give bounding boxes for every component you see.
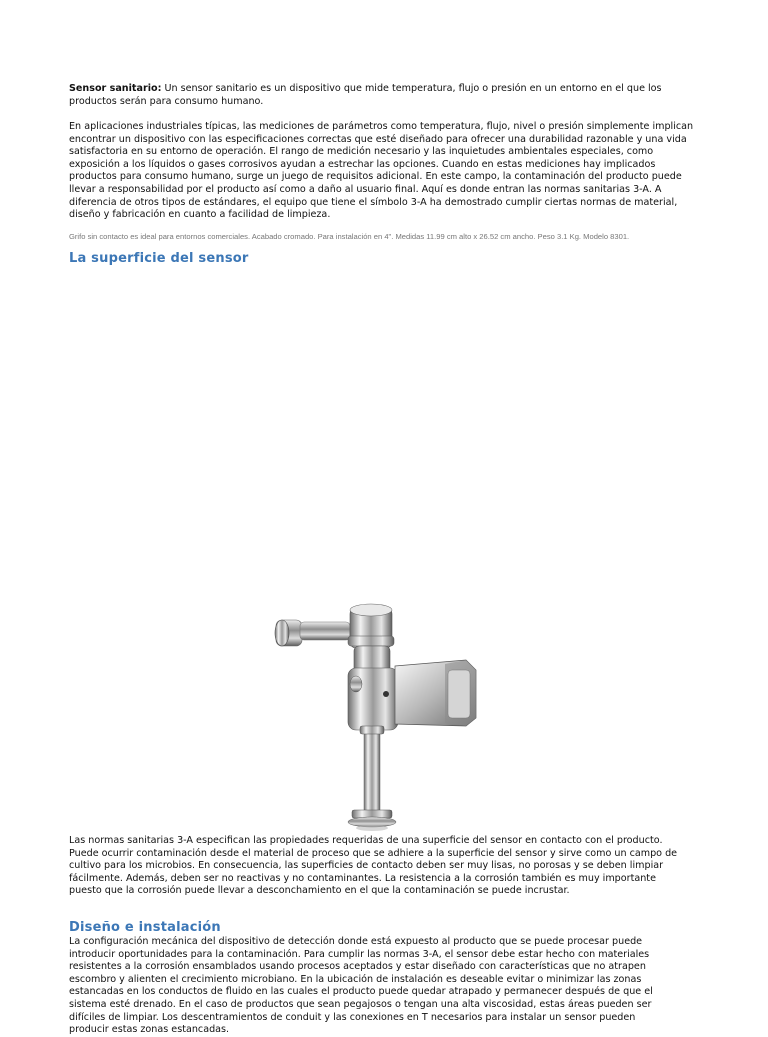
paragraph-applications: En aplicaciones industriales típicas, las mediciones de parámetros como temperatura, flujo, nivel o presión simplemente implican encontrar un dispositivo con las especificaciones correctas que esté diseñado para ofrecer una durabilidad razonable y una vida satisfactoria en su entorno de operación. El rango de medición necesario y las inquietudes ambientales especiales, como exposición a los líquidos o gases corrosivos ayudan a estrechar las opciones. Cuando en estas mediciones hay implicados productos para consumo humano, surge un juego de requisitos adicional. En este campo, la contaminación del producto puede llevar a responsabilidad por el producto así como a daño al usuario final. Aquí es donde entran las normas sanitarias 3-A. A diferencia de otros tipos de estándares, el equipo que tiene el símbolo 3-A ha demostrado cumplir ciertas normas de material, diseño y fabricación en cuanto a facilidad de limpieza.	[69, 121, 694, 221]
intro-definition: Un sensor sanitario es un dispositivo que mide temperatura, flujo o presión en un entorno en el que los productos serán para consumo humano.	[69, 83, 662, 107]
sensor-valve-image	[270, 598, 480, 833]
image-caption: Grifo sin contacto es ideal para entornos comerciales. Acabado cromado. Para instalación en 4". Medidas 11.99 cm alto x 26.52 cm ancho. Peso 3.1 Kg. Modelo 8301.	[69, 232, 630, 241]
paragraph-surface: Las normas sanitarias 3-A especifican las propiedades requeridas de una superficie del sensor en contacto con el producto. Puede ocurrir contaminación desde el material de proceso que se adhiere a la superficie del sensor y sirve como un campo de cultivo para los microbios. En consecuencia, las superficies de contacto deben ser muy lisas, no porosas y se deben limpiar fácilmente. Además, deben ser no reactivas y no contaminantes. La resistencia a la corrosión también es muy importante puesto que la corrosión puede llevar a desconchamiento en el que la contaminación se puede incrustar.	[69, 835, 678, 897]
section-heading-surface: La superficie del sensor	[69, 251, 249, 266]
paragraph-design: La configuración mecánica del dispositivo de detección donde está expuesto al producto que se puede procesar puede introducir oportunidades para la contaminación. Para cumplir las normas 3-A, el sensor debe estar hecho con materiales resistentes a la corrosión ensamblados usando procesos aceptados y estar diseñado con características que no atrapen escombro y alienten el crecimiento microbiano. En la ubicación de instalación es deseable evitar o minimizar las zonas estancadas en los conductos de fluido en las cuales el producto puede quedar atrapado y permanecer después de que el sistema esté drenado. En el caso de productos que sean pegajosos o tengan una alta viscosidad, estas áreas pueden ser difíciles de limpiar. Los descentramientos de conduit y las conexiones en T necesarios para instalar un sensor pueden producir estas zonas estancadas.	[69, 936, 653, 1036]
section-heading-design: Diseño e instalación	[69, 920, 221, 935]
intro-paragraph	[69, 83, 675, 108]
intro-term: Sensor sanitario:	[69, 83, 162, 94]
